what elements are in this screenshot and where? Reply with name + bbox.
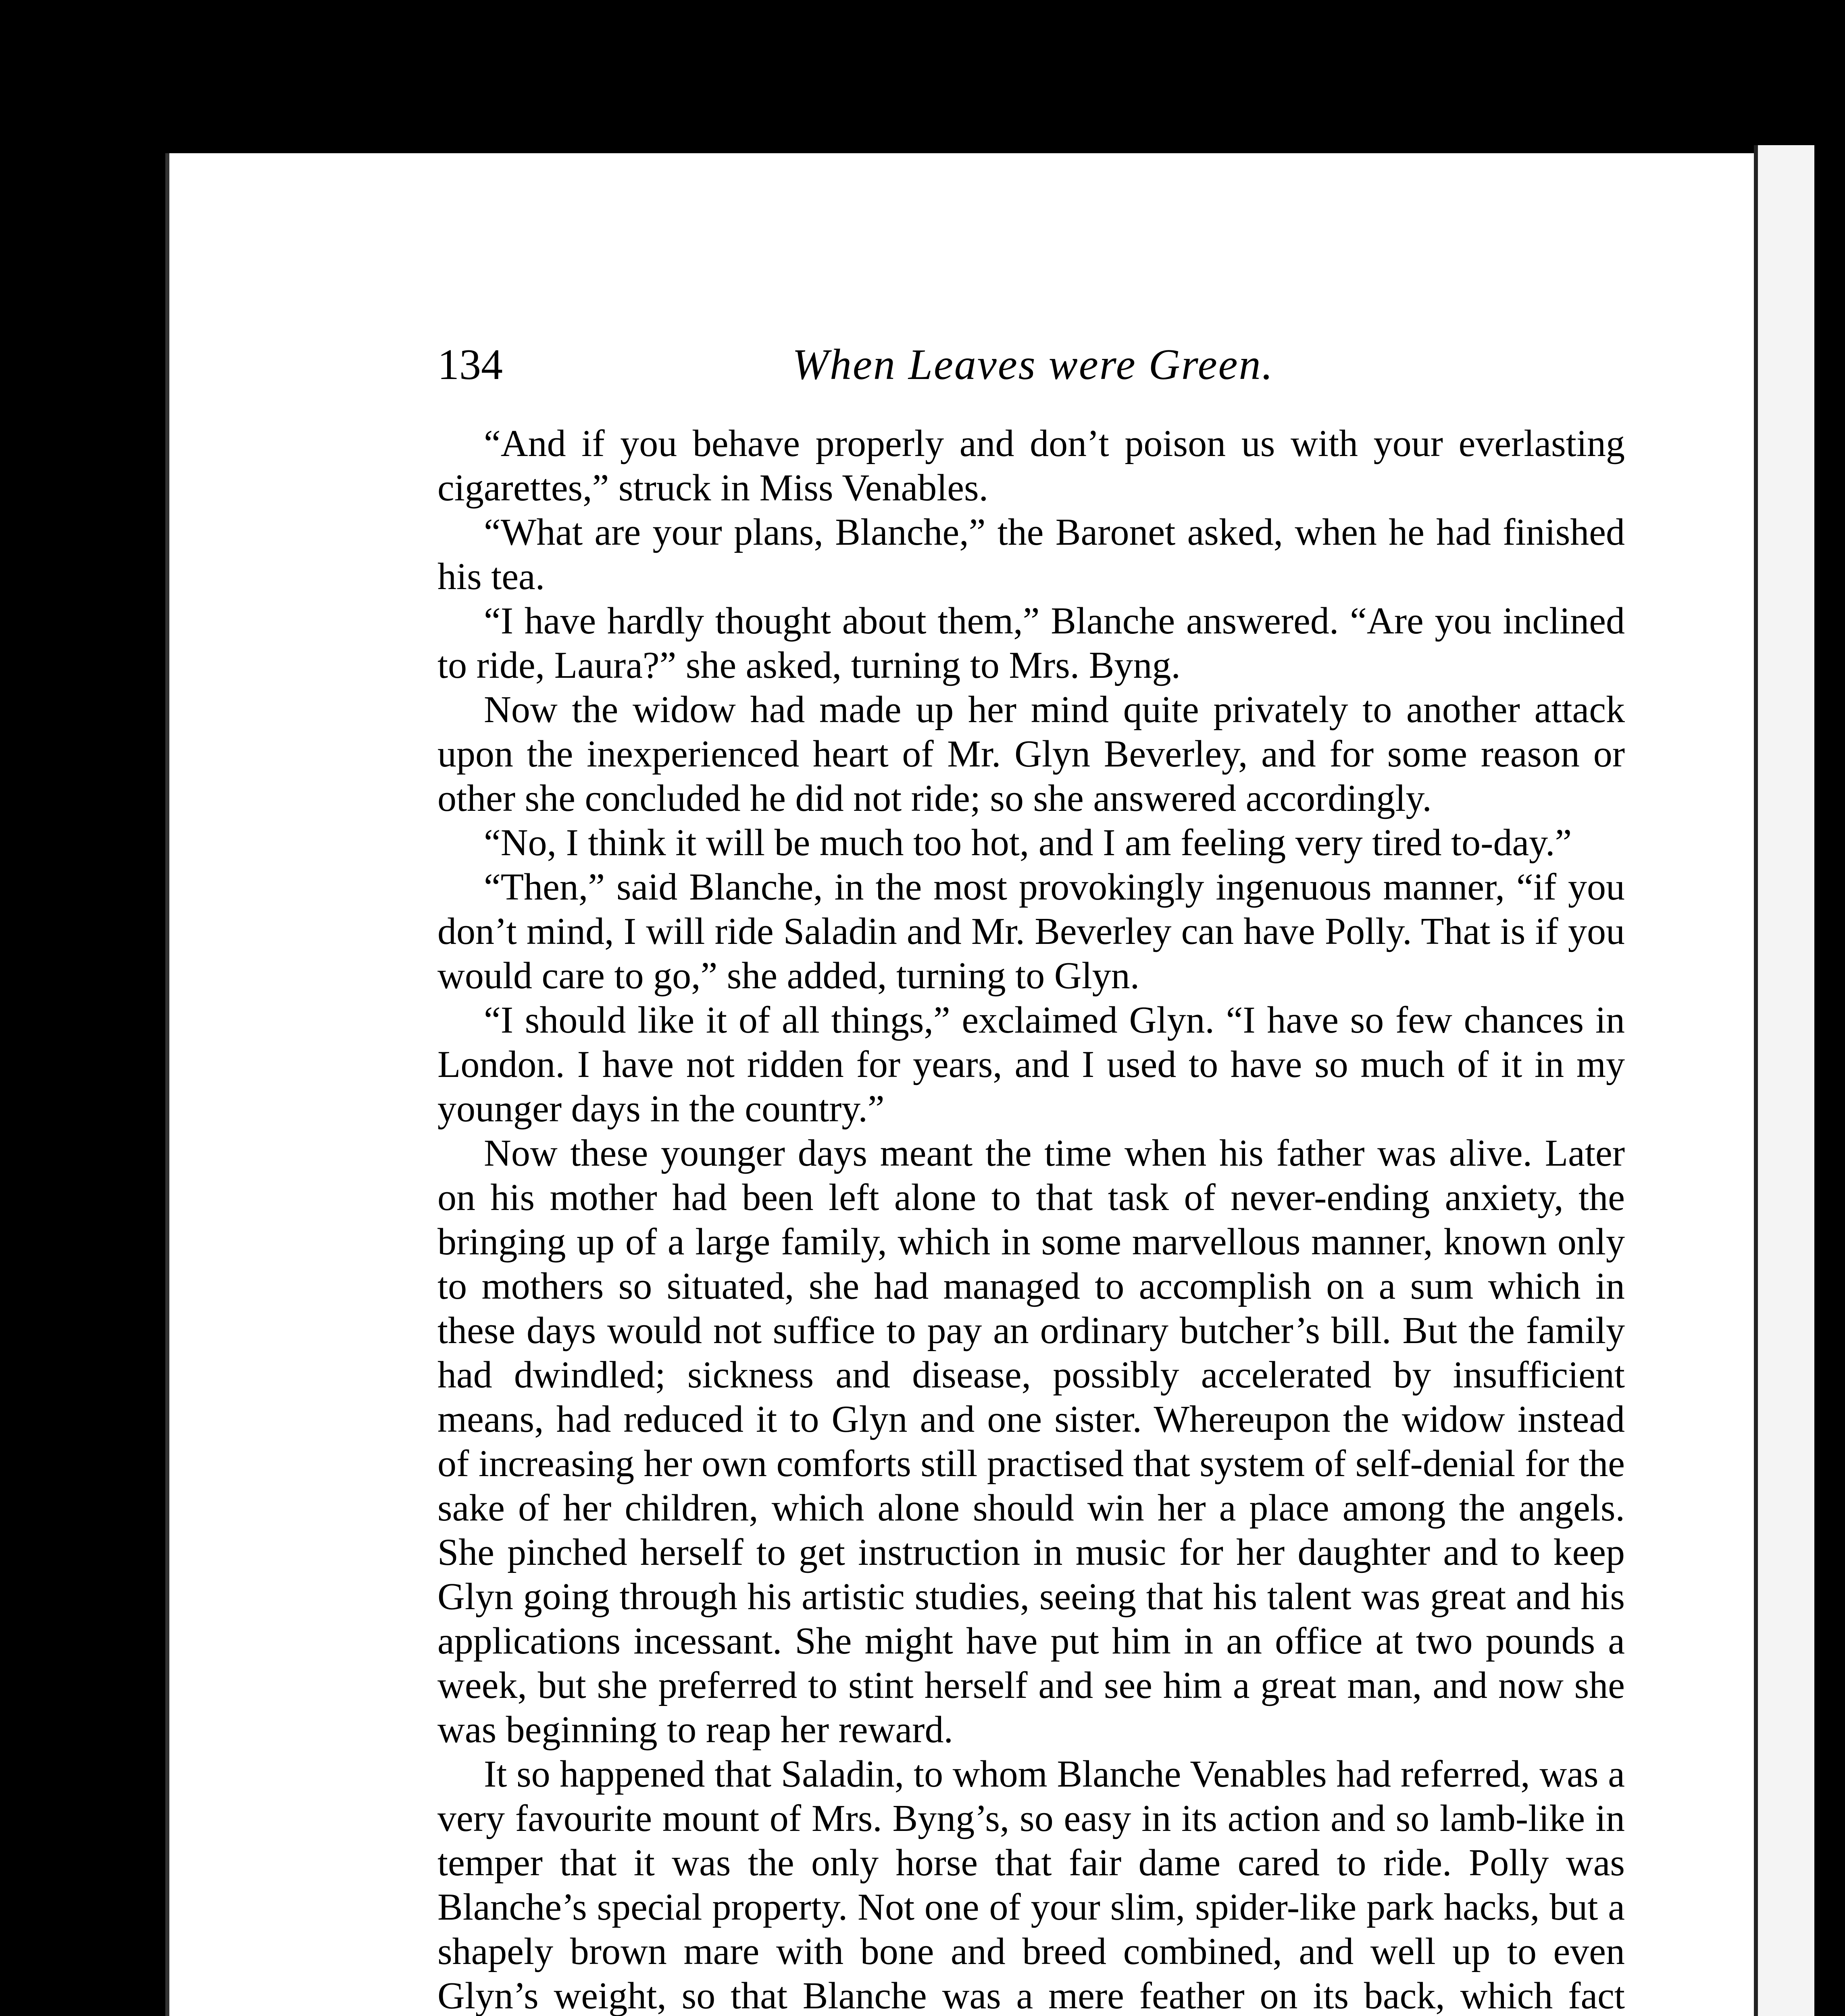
paragraph: “And if you behave properly and don’t poison us with your everlasting cigarettes,” struck in Miss Venables.: [437, 423, 1625, 509]
paragraph: “I should like it of all things,” exclaimed Glyn. “I have so few chances in London. I have not ridden for years, and I used to have so much of it in my younger days in the country.”: [437, 999, 1625, 1130]
paragraph: “No, I think it will be much too hot, and I am feeling very tired to-day.”: [484, 822, 1572, 864]
page-gutter-edge: [165, 153, 169, 2016]
paragraph: Now the widow had made up her mind quite privately to another attack upon the inexperienced heart of Mr. Glyn Beverley, and for some reason or other she concluded he did not ride; so she answered accordingly.: [437, 689, 1625, 819]
paragraph: “I have hardly thought about them,” Blanche answered. “Are you inclined to ride, Laura?” she asked, turning to Mrs. Byng.: [437, 600, 1625, 686]
paragraph: Now these younger days meant the time when his father was alive. Later on his mother had been left alone to that task of never-ending anxiety, the bringing up of a large family, which in some marvellous manner, known only to mothers so situated, she had managed to accomplish on a sum which in these days would not suffice to pay an ordinary butcher’s bill. But the family had dwindled; sickness and disease, possibly accelerated by insufficient means, had reduced it to Glyn and one sister. Whereupon the widow instead of increasing her own comforts still practised that system of self-denial for the sake of her children, which alone should win her a place among the angels. She pinched herself to get instruction in music for her daughter and to keep Glyn going through his artistic studies, seeing that his talent was great and his applications incessant. She might have put him in an office at two pounds a week, but she preferred to stint herself and see him a great man, and now she was beginning to reap her reward.: [437, 1132, 1625, 1751]
body-text: [437, 421, 1625, 2016]
book-title: When Leaves were Green.: [792, 341, 1274, 389]
facing-page-edge: [1754, 145, 1814, 2016]
paragraph: “What are your plans, Blanche,” the Baronet asked, when he had finished his tea.: [437, 511, 1625, 598]
page-number: 134: [437, 341, 503, 389]
paragraph: “Then,” said Blanche, in the most provokingly ingenuous manner, “if you don’t mind, I will ride Saladin and Mr. Beverley can have Polly. That is if you would care to go,” she added, turning to Glyn.: [437, 866, 1625, 997]
paragraph: It so happened that Saladin, to whom Blanche Venables had referred, was a very favourite mount of Mrs. Byng’s, so easy in its action and so lamb-like in temper that it was the only horse that fair dame cared to ride. Polly was Blanche’s special property. Not one of your slim, spider-like park hacks, but a shapely brown mare with bone and breed combined, and well up to even Glyn’s weight, so that Blanche was a mere feather on its back, which fact: [437, 1753, 1625, 2016]
running-head: [437, 339, 1647, 391]
